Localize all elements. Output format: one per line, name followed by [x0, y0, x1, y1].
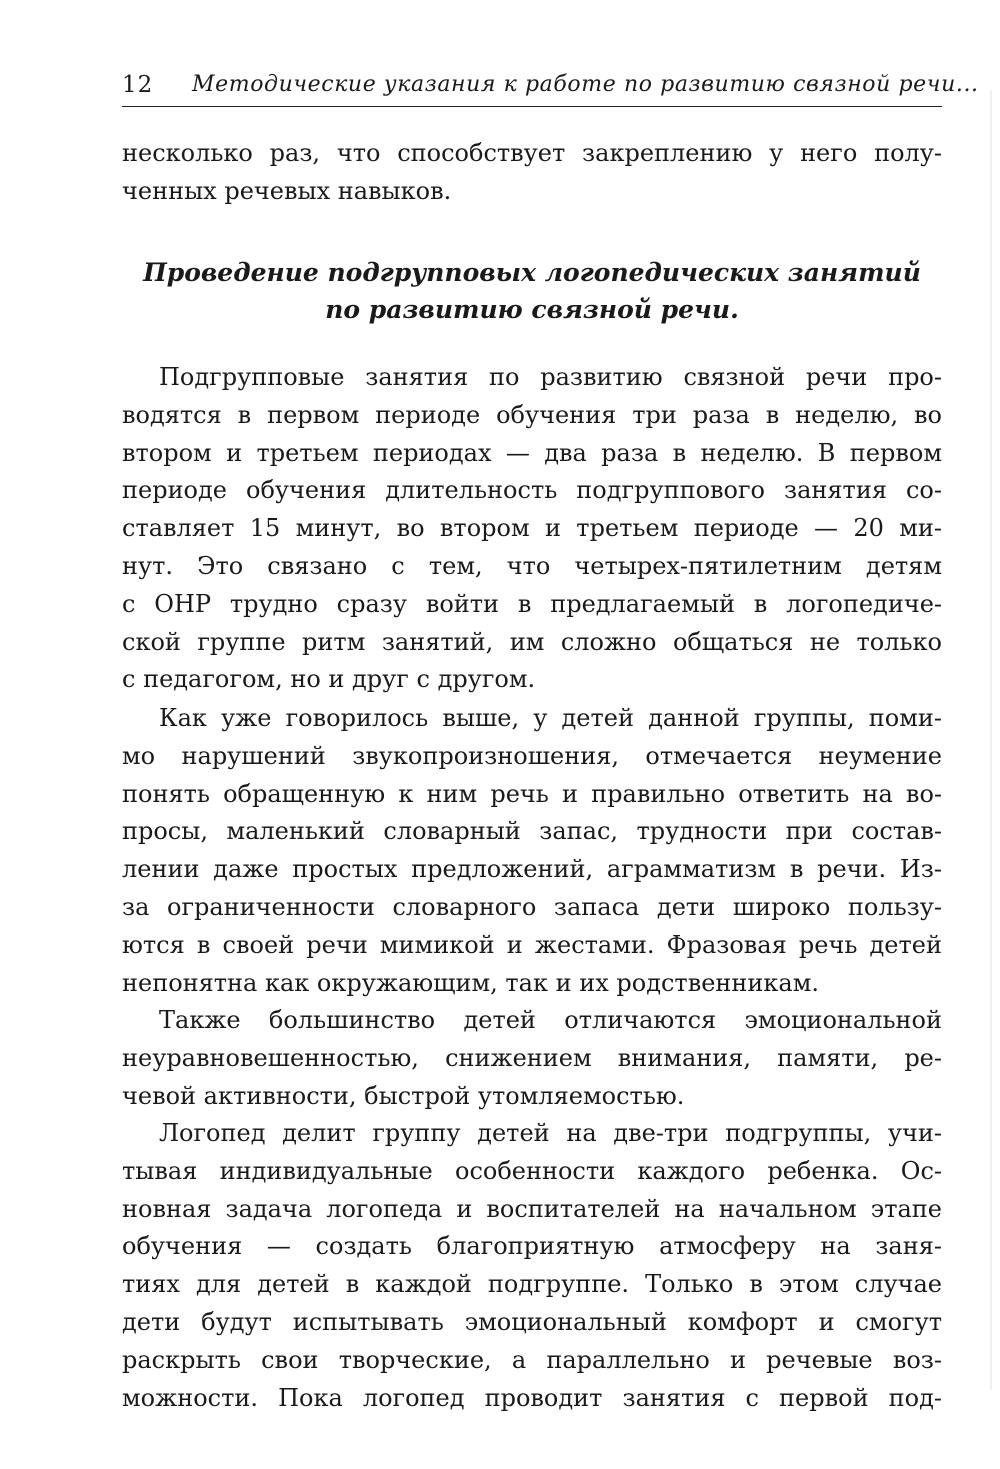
text-line: раскрыть свои творческие, а параллельно и речевые воз- [122, 1345, 942, 1374]
text-line: нут. Это связано с тем, что четырех-пятилетним детям [122, 551, 942, 580]
running-header [122, 70, 979, 107]
paragraph-3 [122, 1002, 942, 1115]
text-line: Также большинство детей отличаются эмоциональной [159, 1006, 942, 1034]
text-line: лении даже простых предложений, аграмматизм в речи. Из- [122, 855, 942, 884]
text-line: чевой активности, быстрой утомляемостью. [122, 1081, 685, 1110]
text-line: тиях для детей в каждой подгруппе. Только в этом случае [122, 1270, 942, 1299]
text-line: неуравновешенностью, снижением внимания, памяти, ре- [122, 1043, 942, 1072]
text-line: Логопед делит группу детей на две-три подгруппы, учи- [159, 1119, 942, 1147]
text-line: непонятна как окружающим, так и их родственникам. [122, 968, 819, 997]
text-line: ются в своей речи мимикой и жестами. Фразовая речь детей [122, 930, 942, 959]
text-line: тывая индивидуальные особенности каждого ребенка. Ос- [122, 1156, 942, 1185]
text-line: обучения — создать благоприятную атмосферу на заня- [122, 1232, 942, 1261]
page-number: 12 [122, 72, 154, 98]
heading-line: по развитию связной речи. [325, 295, 739, 324]
paragraph-4 [122, 1115, 942, 1417]
text-line: можности. Пока логопед проводит занятия с первой под- [122, 1383, 942, 1412]
running-title: Методические указания к работе по развитию связной речи... [192, 72, 979, 97]
paragraph-2 [122, 700, 942, 1002]
text-line: просы, маленький словарный запас, трудности при состав- [122, 817, 942, 846]
text-line: понять обращенную к ним речь и правильно ответить на во- [122, 779, 942, 808]
text-line: Как уже говорилось выше, у детей данной группы, поми- [159, 704, 942, 732]
text-line: водятся в первом периоде обучения три раза в неделю, во [122, 400, 942, 429]
text-line: новная задача логопеда и воспитателей на начальном этапе [122, 1194, 942, 1223]
text-line: за ограниченности словарного запаса дети широко пользу- [122, 892, 942, 921]
text-line: ченных речевых навыков. [122, 176, 452, 205]
text-line: периоде обучения длительность подгруппового занятия со- [122, 476, 942, 505]
heading-line: Проведение подгрупповых логопедических занятий [143, 258, 921, 287]
text-line: дети будут испытывать эмоциональный комфорт и смогут [122, 1307, 942, 1336]
text-line: с педагогом, но и друг с другом. [122, 665, 536, 694]
section-heading [122, 254, 942, 328]
text-line: Подгрупповые занятия по развитию связной речи про- [159, 363, 942, 391]
paragraph-1 [122, 359, 942, 699]
text-line: несколько раз, что способствует закреплению у него полу- [122, 139, 942, 167]
text-line: мо нарушений звукопроизношения, отмечается неумение [122, 741, 942, 770]
text-line: втором и третьем периодах — два раза в неделю. В первом [122, 438, 942, 467]
intro-text [122, 135, 942, 211]
text-line: ставляет 15 минут, во втором и третьем периоде — 20 ми- [122, 514, 942, 543]
text-line: ской группе ритм занятий, им сложно общаться не только [122, 627, 942, 656]
page-edge [990, 90, 992, 1390]
text-line: с ОНР трудно сразу войти в предлагаемый в логопедиче- [122, 589, 942, 618]
